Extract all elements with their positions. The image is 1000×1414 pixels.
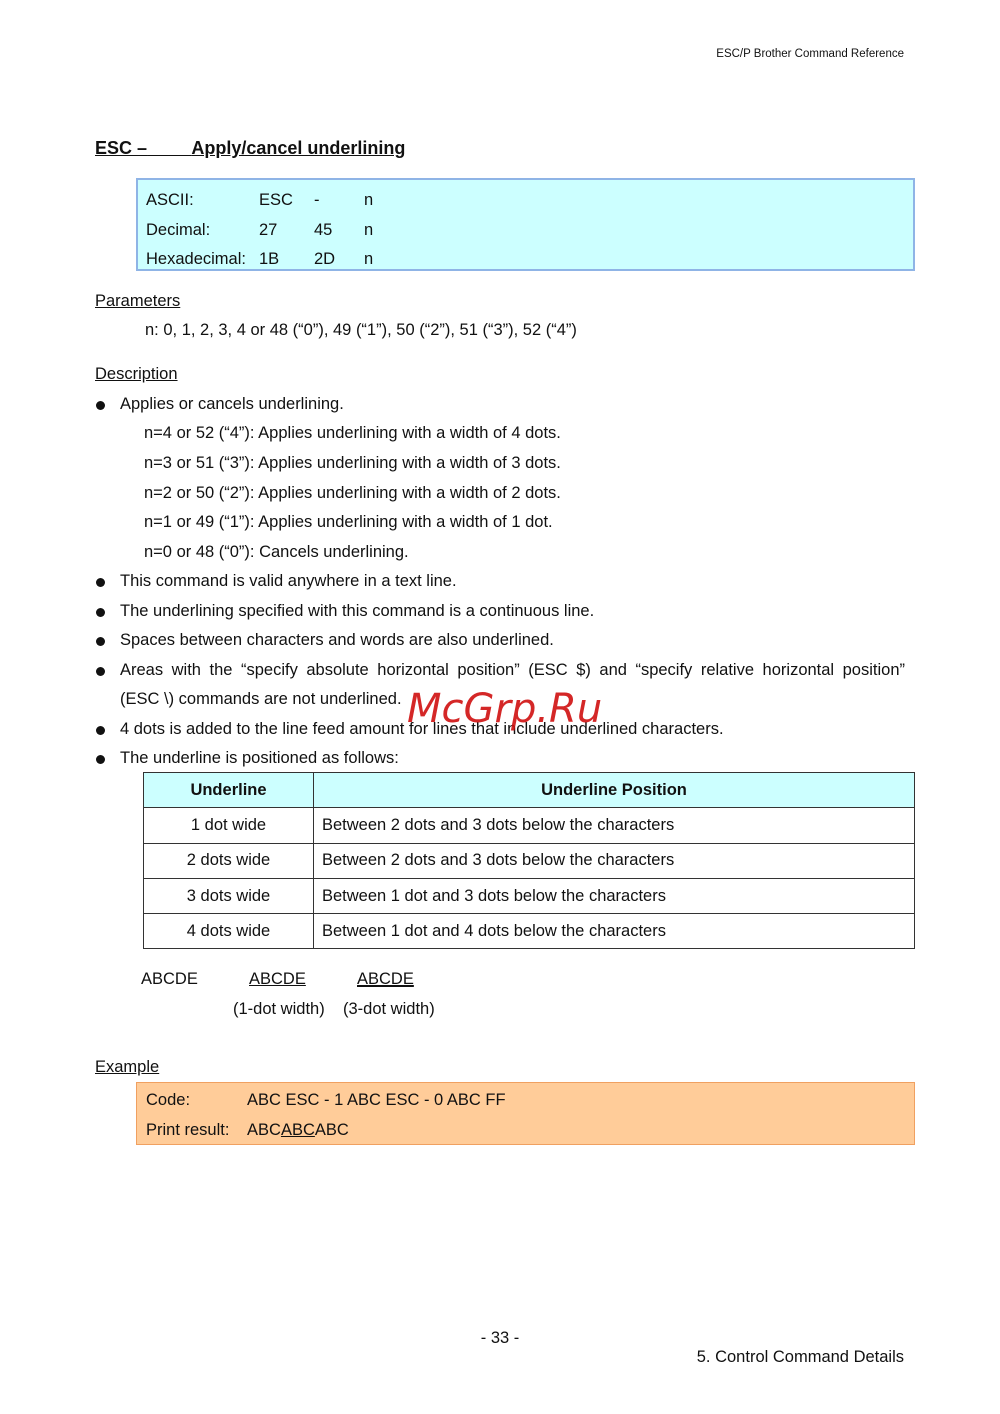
value: 1B <box>259 250 280 269</box>
cell: Between 1 dot and 4 dots below the characters <box>314 914 915 949</box>
table-row <box>144 878 915 913</box>
text: ABC <box>314 1120 349 1139</box>
value: n <box>364 220 374 239</box>
command-name: ESC – <box>95 138 148 158</box>
label: Decimal: <box>146 220 211 239</box>
sub-item: n=0 or 48 (“0”): Cancels underlining. <box>144 543 409 561</box>
value: 27 <box>259 220 278 239</box>
cell: 2 dots wide <box>144 843 314 878</box>
cell: Between 2 dots and 3 dots below the characters <box>314 843 915 878</box>
parameters-heading: Parameters <box>95 292 181 310</box>
footer: 5. Control Command Details <box>696 1348 904 1366</box>
decimal-row <box>146 216 905 246</box>
label: ASCII: <box>146 191 194 210</box>
result-row <box>146 1116 905 1146</box>
sample-3-dot: ABCDE <box>357 970 414 988</box>
command-description: Apply/cancel underlining <box>191 138 406 158</box>
watermark: McGrp.Ru <box>407 686 603 732</box>
sub-item: n=4 or 52 (“4”): Applies underlining with a width of 4 dots. <box>144 424 561 442</box>
parameters-text: n: 0, 1, 2, 3, 4 or 48 (“0”), 49 (“1”), 50 (“2”), 51 (“3”), 52 (“4”) <box>145 321 577 339</box>
result <box>247 1121 349 1140</box>
running-header: ESC/P Brother Command Reference <box>716 48 904 60</box>
column-header: Underline Position <box>314 773 915 808</box>
page-title <box>95 138 405 159</box>
text: ABC <box>247 1120 281 1139</box>
bullet-item: Areas with the “specify absolute horizontal position” (ESC $) and “specify relative horizontal position” <box>120 661 905 679</box>
bullet-item: 4 dots is added to the line feed amount for lines that include underlined characters. <box>120 720 724 738</box>
cell: Between 1 dot and 3 dots below the characters <box>314 878 915 913</box>
table-header <box>144 773 915 808</box>
description-heading: Description <box>95 365 178 383</box>
value: - <box>314 191 320 210</box>
table-row <box>144 843 915 878</box>
underline-position-table <box>143 772 915 949</box>
code-row <box>146 1086 905 1116</box>
sub-item: n=2 or 50 (“2”): Applies underlining with a width of 2 dots. <box>144 484 561 502</box>
label: Code: <box>146 1091 191 1110</box>
example-box <box>136 1082 915 1145</box>
value: n <box>364 191 374 210</box>
cell: 4 dots wide <box>144 914 314 949</box>
bullet-item: Applies or cancels underlining. <box>120 395 344 413</box>
cell: 1 dot wide <box>144 808 314 843</box>
table-row <box>144 808 915 843</box>
underlined-text: ABC <box>280 1120 315 1139</box>
sub-item: n=3 or 51 (“3”): Applies underlining with a width of 3 dots. <box>144 454 561 472</box>
table-row <box>144 914 915 949</box>
example-heading: Example <box>95 1058 160 1076</box>
ascii-row <box>146 186 905 216</box>
sub-item: n=1 or 49 (“1”): Applies underlining with a width of 1 dot. <box>144 513 553 531</box>
column-header: Underline <box>144 773 314 808</box>
hex-row <box>146 245 905 275</box>
sample-plain: ABCDE <box>141 970 198 988</box>
value: n <box>364 250 374 269</box>
label: Hexadecimal: <box>146 250 246 269</box>
bullet-item: Spaces between characters and words are also underlined. <box>120 631 554 649</box>
caption-1-dot: (1-dot width) <box>233 1000 325 1018</box>
bullet-item: The underline is positioned as follows: <box>120 749 399 767</box>
value: 45 <box>314 220 333 239</box>
cell: 3 dots wide <box>144 878 314 913</box>
page-number: - 33 - <box>480 1329 520 1347</box>
bullet-continuation: (ESC \) commands are not underlined. <box>120 690 402 708</box>
command-box <box>136 178 915 271</box>
code: ABC ESC - 1 ABC ESC - 0 ABC FF <box>247 1091 506 1110</box>
value: ESC <box>259 191 293 210</box>
caption-3-dot: (3-dot width) <box>343 1000 435 1018</box>
value: 2D <box>314 250 336 269</box>
label: Print result: <box>146 1120 230 1139</box>
cell: Between 2 dots and 3 dots below the characters <box>314 808 915 843</box>
sample-1-dot: ABCDE <box>249 970 306 988</box>
bullet-item: This command is valid anywhere in a text line. <box>120 572 457 590</box>
bullet-item: The underlining specified with this command is a continuous line. <box>120 602 595 620</box>
